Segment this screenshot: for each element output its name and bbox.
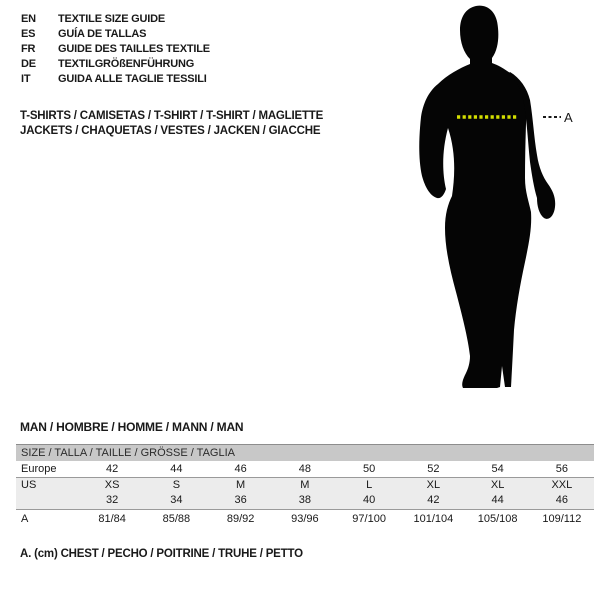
- category-jackets: JACKETS / CHAQUETAS / VESTES / JACKEN / GIACCHE: [20, 125, 321, 137]
- table-cell: 56: [555, 463, 568, 475]
- table-cell: 44: [170, 463, 183, 475]
- table-cell: XXL: [551, 479, 573, 491]
- language-list: [21, 12, 210, 87]
- category-tshirts: T-SHIRTS / CAMISETAS / T-SHIRT / T-SHIRT / MAGLIETTE: [20, 110, 324, 122]
- table-cell: 44: [491, 494, 504, 506]
- table-cell: 54: [491, 463, 504, 475]
- table-cell: 42: [427, 494, 440, 506]
- table-cell: XL: [426, 479, 441, 491]
- table-cell: 97/100: [352, 513, 386, 525]
- lang-label: GUÍA DE TALLAS: [58, 28, 147, 40]
- table-cell: M: [300, 479, 310, 491]
- man-silhouette: [419, 6, 531, 388]
- row-label: [16, 493, 80, 509]
- table-cell: 109/112: [542, 513, 582, 525]
- table-cell: 52: [427, 463, 440, 475]
- measurement-footnote: A. (cm) CHEST / PECHO / POITRINE / TRUHE / PETTO: [20, 548, 303, 560]
- table-cell: 105/108: [477, 513, 518, 525]
- lang-code: EN: [21, 13, 36, 25]
- measure-label-a: A: [564, 110, 573, 125]
- lang-code: IT: [21, 73, 31, 85]
- lang-row-en: [21, 12, 210, 27]
- table-cell: 50: [363, 463, 376, 475]
- table-row-us: [16, 477, 594, 493]
- size-table-header: SIZE / TALLA / TAILLE / GRÖSSE / TAGLIA: [16, 444, 594, 461]
- row-label: US: [21, 479, 37, 491]
- table-cell: 36: [234, 494, 247, 506]
- table-cell: 101/104: [413, 513, 454, 525]
- lang-label: TEXTILE SIZE GUIDE: [58, 13, 166, 25]
- row-label: A: [21, 513, 29, 525]
- table-row-us-numeric: [16, 493, 594, 509]
- table-cell: 46: [555, 494, 568, 506]
- garment-categories: [20, 109, 323, 139]
- table-cell: 34: [170, 494, 183, 506]
- table-cell: 42: [106, 463, 119, 475]
- table-cell: 81/84: [98, 513, 126, 525]
- lang-row-es: [21, 27, 210, 42]
- section-title-man: MAN / HOMBRE / HOMME / MANN / MAN: [20, 420, 244, 434]
- lang-label: TEXTILGRÖßENFÜHRUNG: [58, 58, 195, 70]
- lang-row-de: [21, 57, 210, 72]
- table-row-europe: [16, 461, 594, 477]
- lang-row-fr: [21, 42, 210, 57]
- table-cell: M: [236, 479, 246, 491]
- table-cell: L: [366, 479, 373, 491]
- table-cell: 32: [106, 494, 119, 506]
- table-cell: XS: [104, 479, 120, 491]
- table-cell: 46: [234, 463, 247, 475]
- lang-code: DE: [21, 58, 36, 70]
- lang-label: GUIDE DES TAILLES TEXTILE: [58, 43, 210, 55]
- table-cell: 93/96: [291, 513, 319, 525]
- lang-code: FR: [21, 43, 36, 55]
- table-cell: 40: [363, 494, 376, 506]
- table-cell: 38: [298, 494, 311, 506]
- table-row-chest-cm: [16, 509, 594, 531]
- lang-code: ES: [21, 28, 36, 40]
- man-figure: [410, 0, 580, 400]
- table-cell: S: [172, 479, 181, 491]
- lang-row-it: [21, 72, 210, 87]
- lang-label: GUIDA ALLE TAGLIE TESSILI: [58, 73, 207, 85]
- size-table: [16, 444, 594, 531]
- table-cell: 85/88: [162, 513, 191, 525]
- table-cell: 48: [298, 463, 311, 475]
- table-cell: XL: [490, 479, 505, 491]
- row-label: Europe: [21, 463, 57, 475]
- table-cell: 89/92: [226, 513, 255, 525]
